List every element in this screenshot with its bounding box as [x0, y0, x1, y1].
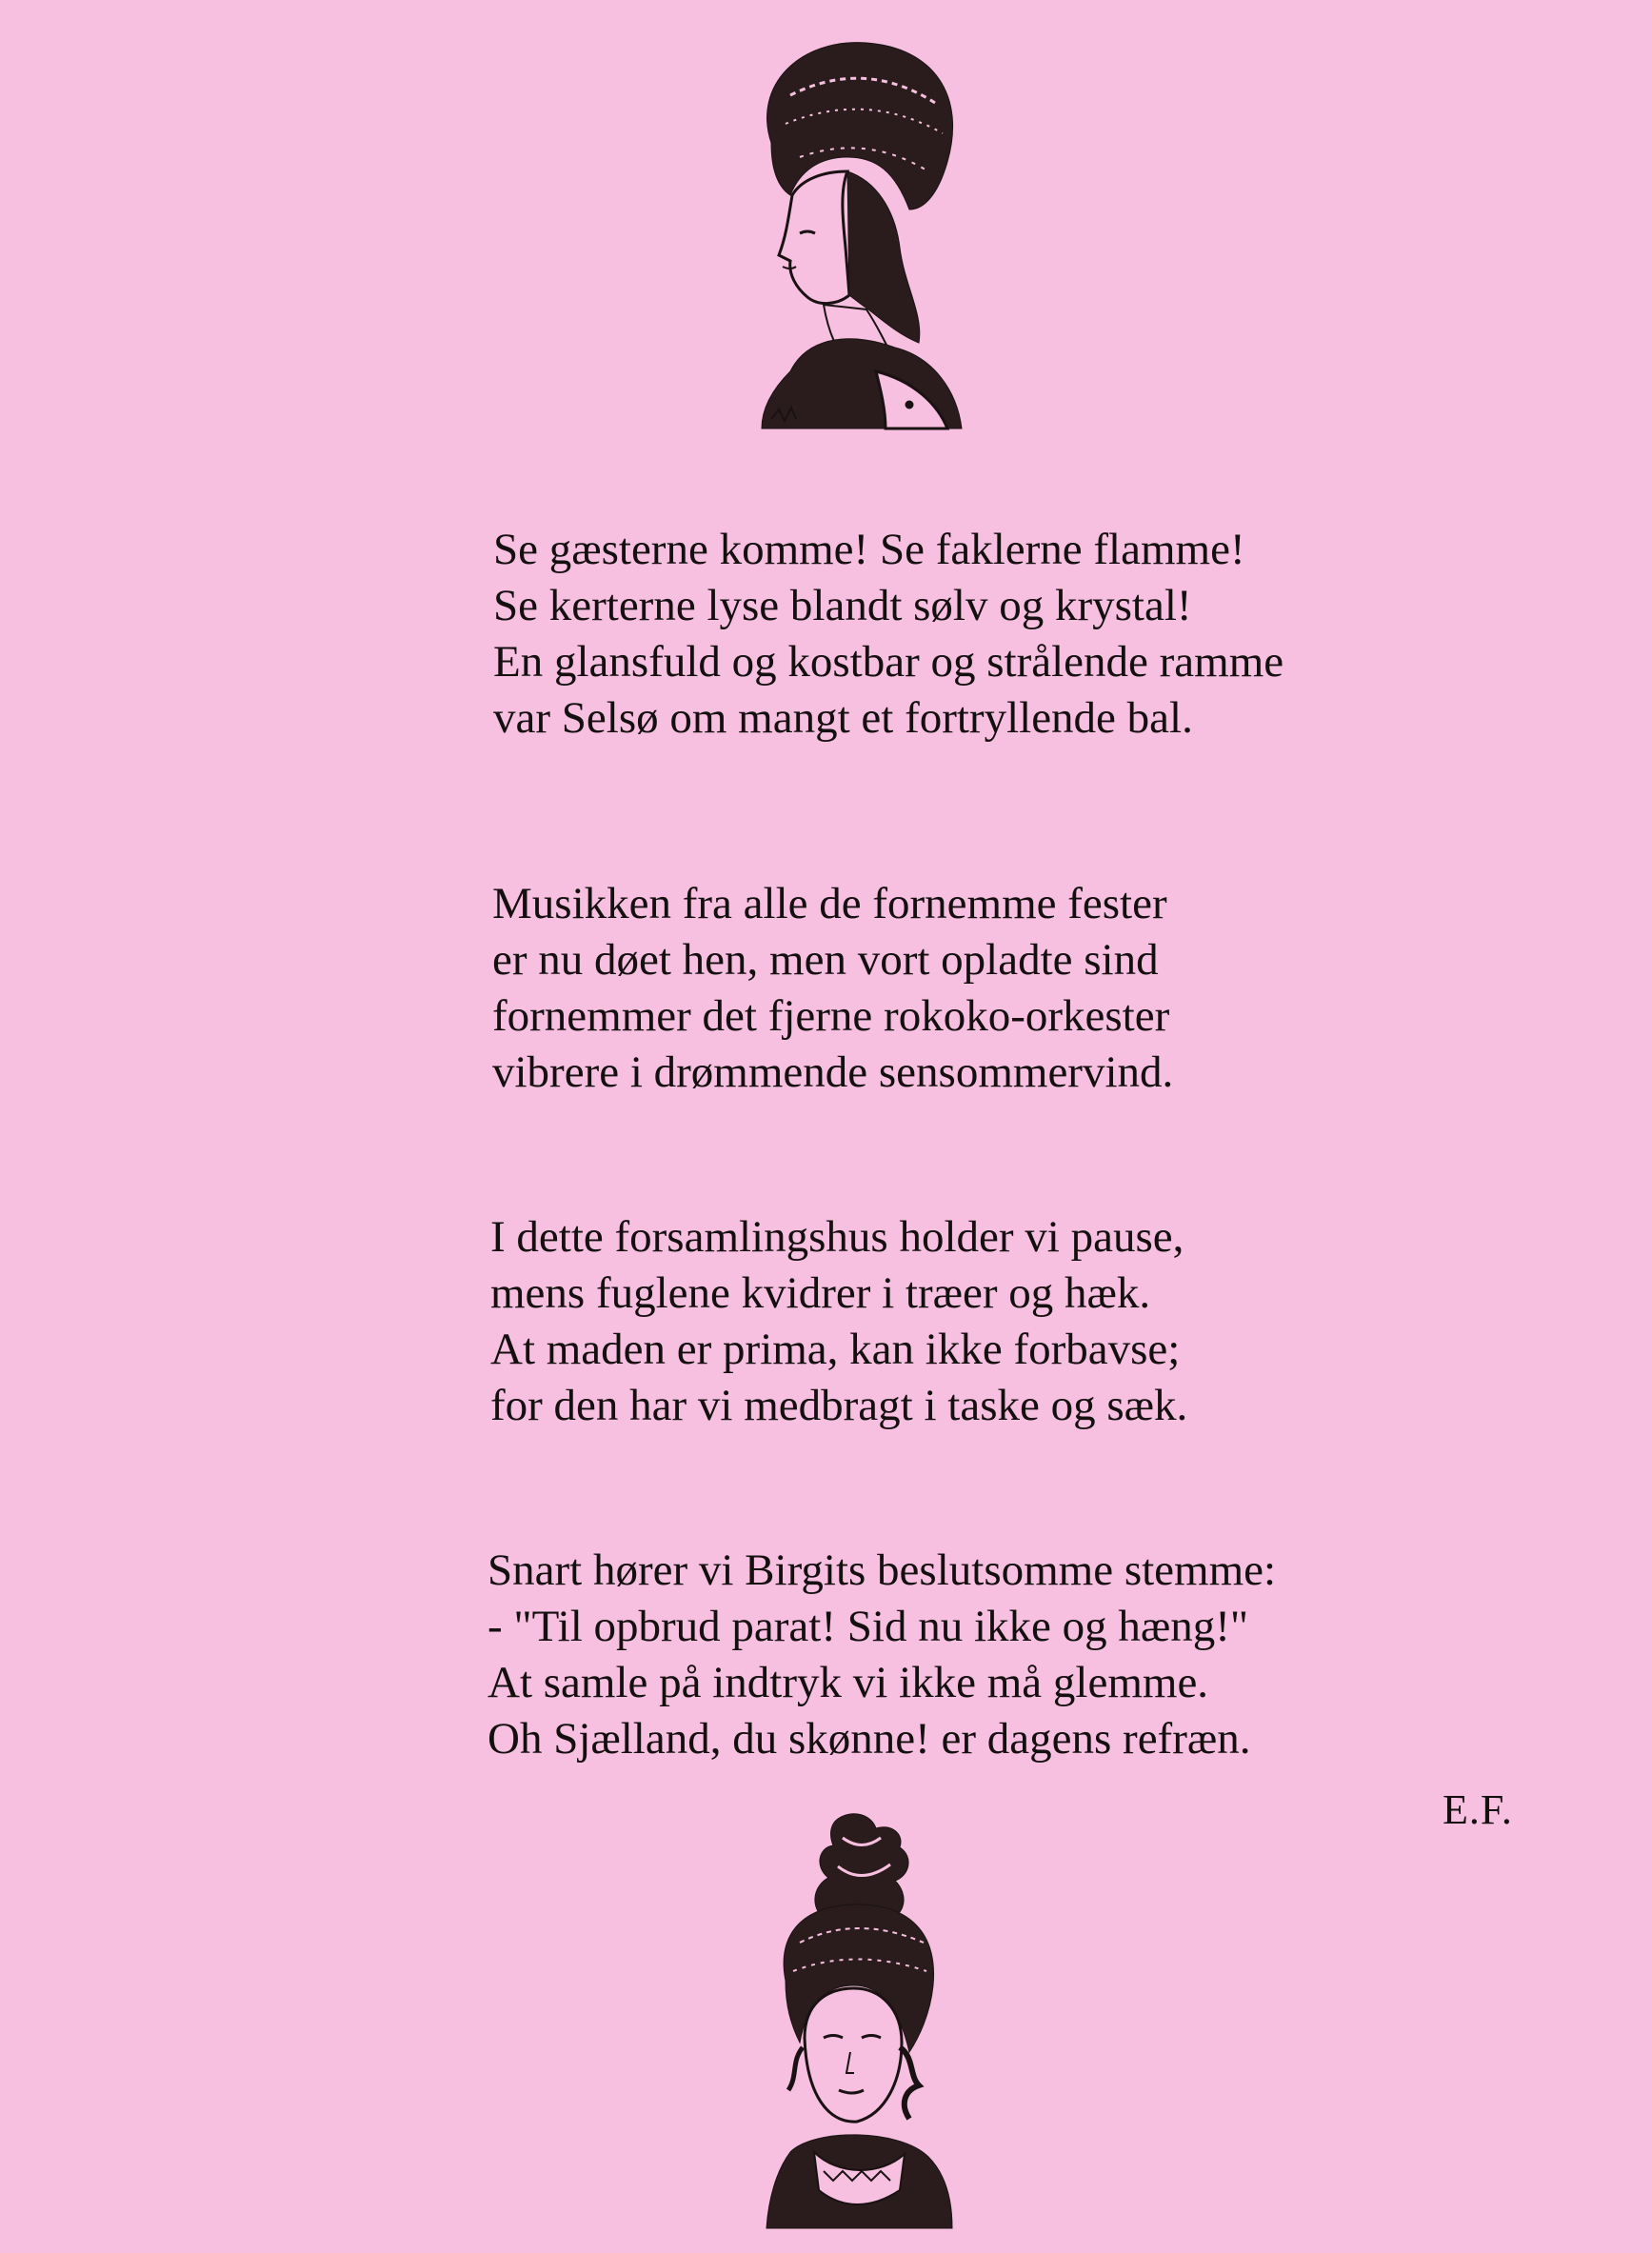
poem-line: En glansfuld og kostbar og strålende ramme [493, 637, 1284, 687]
poem-stanza-3 [490, 1209, 1187, 1434]
poem-line: fornemmer det fjerne rokoko-orkester [492, 991, 1170, 1041]
poem-stanza-4 [488, 1543, 1276, 1767]
poem-line: vibrere i drømmende sensommervind. [492, 1047, 1174, 1097]
portrait-illustration-top [733, 29, 971, 448]
poem-line: var Selsø om mangt et fortryllende bal. [493, 693, 1193, 743]
poem-line: At maden er prima, kan ikke forbavse; [490, 1325, 1181, 1374]
poem-stanza-1 [493, 522, 1284, 747]
poem-line: At samle på indtryk vi ikke må glemme. [488, 1658, 1209, 1707]
poem-line: mens fuglene kvidrer i træer og hæk. [490, 1268, 1151, 1318]
poem-line: er nu døet hen, men vort opladte sind [492, 935, 1159, 985]
poem-line: Oh Sjælland, du skønne! er dagens refræn. [488, 1714, 1251, 1764]
poem-line: Se kerterne lyse blandt sølv og krystal! [493, 581, 1192, 630]
poem-line: Musikken fra alle de fornemme fester [492, 879, 1167, 928]
poem-line: for den har vi medbragt i taske og sæk. [490, 1381, 1188, 1430]
poem-line: I dette forsamlingshus holder vi pause, [490, 1212, 1184, 1262]
portrait-illustration-bottom [747, 1809, 966, 2238]
author-signature: E.F. [1443, 1786, 1513, 1833]
poem-line: Se gæsterne komme! Se faklerne flamme! [493, 525, 1245, 574]
poem-stanza-2 [492, 876, 1173, 1101]
poem-line: - "Til opbrud parat! Sid nu ikke og hæng!" [488, 1602, 1249, 1651]
poem-line: Snart hører vi Birgits beslutsomme stemme: [488, 1545, 1277, 1595]
